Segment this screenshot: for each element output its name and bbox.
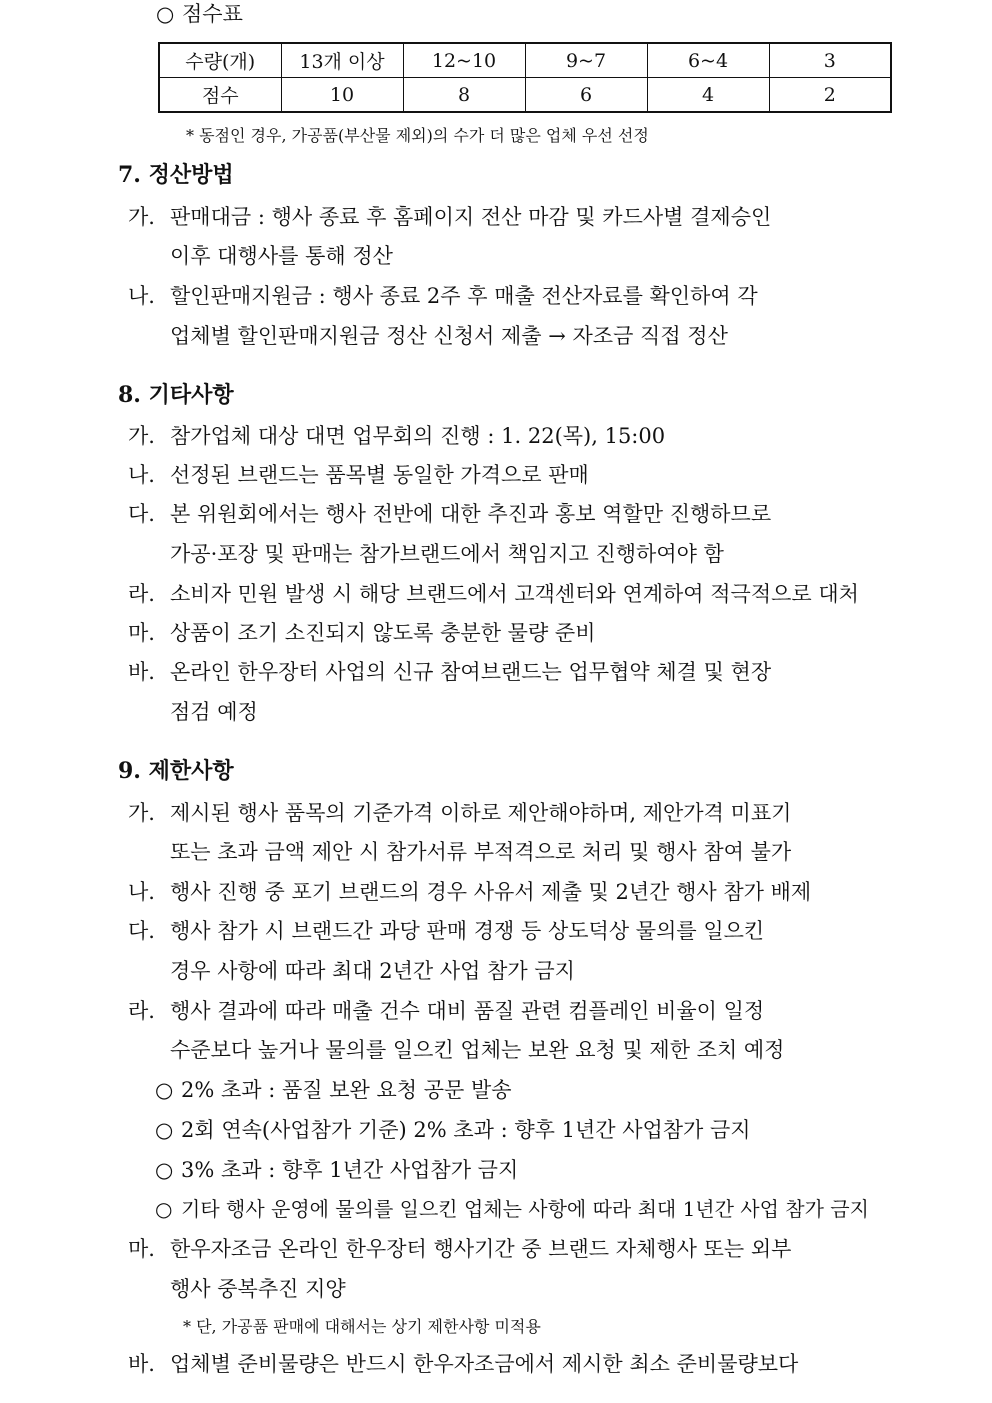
table-cell: 수량(개) xyxy=(159,43,281,78)
item-marker: 다. xyxy=(128,502,155,526)
line-text: 판매대금 : 행사 종료 후 홈페이지 전산 마감 및 카드사별 결제승인 xyxy=(170,205,772,229)
section-9-item-a-line2: 또는 초과 금액 제안 시 참가서류 부적격으로 처리 및 행사 참여 불가 xyxy=(170,840,792,864)
section-8-item-b: 선정된 브랜드는 품목별 동일한 가격으로 판매 xyxy=(170,463,589,487)
section-7-item-a-line2: 이후 대행사를 통해 정산 xyxy=(170,244,393,268)
section-9-item-e-line1: 한우자조금 온라인 한우장터 행사기간 중 브랜드 자체행사 또는 외부 xyxy=(170,1237,792,1261)
section-8-title: 8. 기타사항 xyxy=(118,382,234,408)
item-marker: 가. xyxy=(128,424,155,448)
section-9-item-c-line1: 행사 참가 시 브랜드간 과당 판매 경쟁 등 상도덕상 물의를 일으킨 xyxy=(170,919,765,943)
section-7-item-b-line1: 할인판매지원금 : 행사 종료 2주 후 매출 전산자료를 확인하여 각 xyxy=(170,284,758,308)
item-marker: 다. xyxy=(128,919,155,943)
item-marker: 가. xyxy=(128,205,155,229)
section-9-item-d-line1: 행사 결과에 따라 매출 건수 대비 품질 관련 컴플레인 비율이 일정 xyxy=(170,999,765,1023)
section-9-bullet-4 xyxy=(155,1195,869,1223)
section-9-item-e-line2: 행사 중복추진 지양 xyxy=(170,1277,346,1301)
item-marker: 나. xyxy=(128,463,155,487)
item-marker: 바. xyxy=(128,660,155,684)
section-8-item-f-line1: 온라인 한우장터 사업의 신규 참여브랜드는 업무협약 체결 및 현장 xyxy=(170,660,772,684)
circle-bullet-icon: ○ xyxy=(155,1118,174,1142)
table-cell: 점수 xyxy=(159,78,281,113)
circle-bullet-icon: ○ xyxy=(155,1078,174,1102)
item-marker: 나. xyxy=(128,284,155,308)
tie-break-note: * 동점인 경우, 가공품(부산물 제외)의 수가 더 많은 업체 우선 선정 xyxy=(186,126,649,145)
table-cell: 12~10 xyxy=(403,43,525,78)
score-table-title: 점수표 xyxy=(182,2,243,26)
section-9-item-f-line1: 업체별 준비물량은 반드시 한우자조금에서 제시한 최소 준비물량보다 xyxy=(170,1352,799,1376)
section-8-item-d: 소비자 민원 발생 시 해당 브랜드에서 고객센터와 연계하여 적극적으로 대처 xyxy=(170,582,859,606)
bullet-text: 2회 연속(사업참가 기준) 2% 초과 : 향후 1년간 사업참가 금지 xyxy=(181,1118,751,1142)
section-8-item-a: 참가업체 대상 대면 업무회의 진행 : 1. 22(목), 15:00 xyxy=(170,424,666,448)
bullet-text: 2% 초과 : 품질 보완 요청 공문 발송 xyxy=(181,1078,512,1102)
bullet-text: 3% 초과 : 향후 1년간 사업참가 금지 xyxy=(181,1158,519,1182)
table-cell: 8 xyxy=(403,78,525,113)
section-7-item-a-line1 xyxy=(170,203,894,231)
table-cell: 2 xyxy=(769,78,891,113)
circle-bullet-icon: ○ xyxy=(155,1158,174,1182)
section-7-item-b-line2: 업체별 할인판매지원금 정산 신청서 제출 → 자조금 직접 정산 xyxy=(170,324,728,348)
score-table-heading xyxy=(156,0,243,28)
item-marker: 나. xyxy=(128,880,155,904)
section-8-item-c-line2: 가공·포장 및 판매는 참가브랜드에서 책임지고 진행하여야 함 xyxy=(170,542,724,566)
section-9-item-e-note: * 단, 가공품 판매에 대해서는 상기 제한사항 미적용 xyxy=(183,1317,541,1336)
circle-bullet-icon: ○ xyxy=(155,1197,173,1221)
section-7-title: 7. 정산방법 xyxy=(118,162,234,188)
section-9-bullet-1 xyxy=(155,1076,512,1104)
section-9-bullet-3 xyxy=(155,1156,518,1184)
score-table xyxy=(158,42,892,113)
section-9-bullet-2 xyxy=(155,1116,751,1144)
table-cell: 13개 이상 xyxy=(281,43,403,78)
section-9-item-d-line2: 수준보다 높거나 물의를 일으킨 업체는 보완 요청 및 제한 조치 예정 xyxy=(170,1038,785,1062)
section-8-item-f-line2: 점검 예정 xyxy=(170,700,258,724)
section-9-item-c-line2: 경우 사항에 따라 최대 2년간 사업 참가 금지 xyxy=(170,959,575,983)
item-marker: 라. xyxy=(128,999,155,1023)
table-cell: 3 xyxy=(769,43,891,78)
section-9-title: 9. 제한사항 xyxy=(118,758,234,784)
item-marker: 마. xyxy=(128,1237,155,1261)
table-cell: 10 xyxy=(281,78,403,113)
section-9-item-b: 행사 진행 중 포기 브랜드의 경우 사유서 제출 및 2년간 행사 참가 배제 xyxy=(170,880,812,904)
table-row xyxy=(159,43,891,78)
item-marker: 가. xyxy=(128,801,155,825)
item-marker: 마. xyxy=(128,621,155,645)
table-cell: 9~7 xyxy=(525,43,647,78)
table-cell: 6 xyxy=(525,78,647,113)
section-8-item-c-line1: 본 위원회에서는 행사 전반에 대한 추진과 홍보 역할만 진행하므로 xyxy=(170,502,772,526)
table-row xyxy=(159,78,891,113)
table-cell: 6~4 xyxy=(647,43,769,78)
bullet-text: 기타 행사 운영에 물의를 일으킨 업체는 사항에 따라 최대 1년간 사업 참가 금지 xyxy=(181,1197,869,1221)
item-marker: 라. xyxy=(128,582,155,606)
table-cell: 4 xyxy=(647,78,769,113)
circle-bullet-icon: ○ xyxy=(156,2,175,26)
section-9-item-a-line1: 제시된 행사 품목의 기준가격 이하로 제안해야하며, 제안가격 미표기 xyxy=(170,801,792,825)
item-marker: 바. xyxy=(128,1352,155,1376)
section-8-item-e: 상품이 조기 소진되지 않도록 충분한 물량 준비 xyxy=(170,621,596,645)
